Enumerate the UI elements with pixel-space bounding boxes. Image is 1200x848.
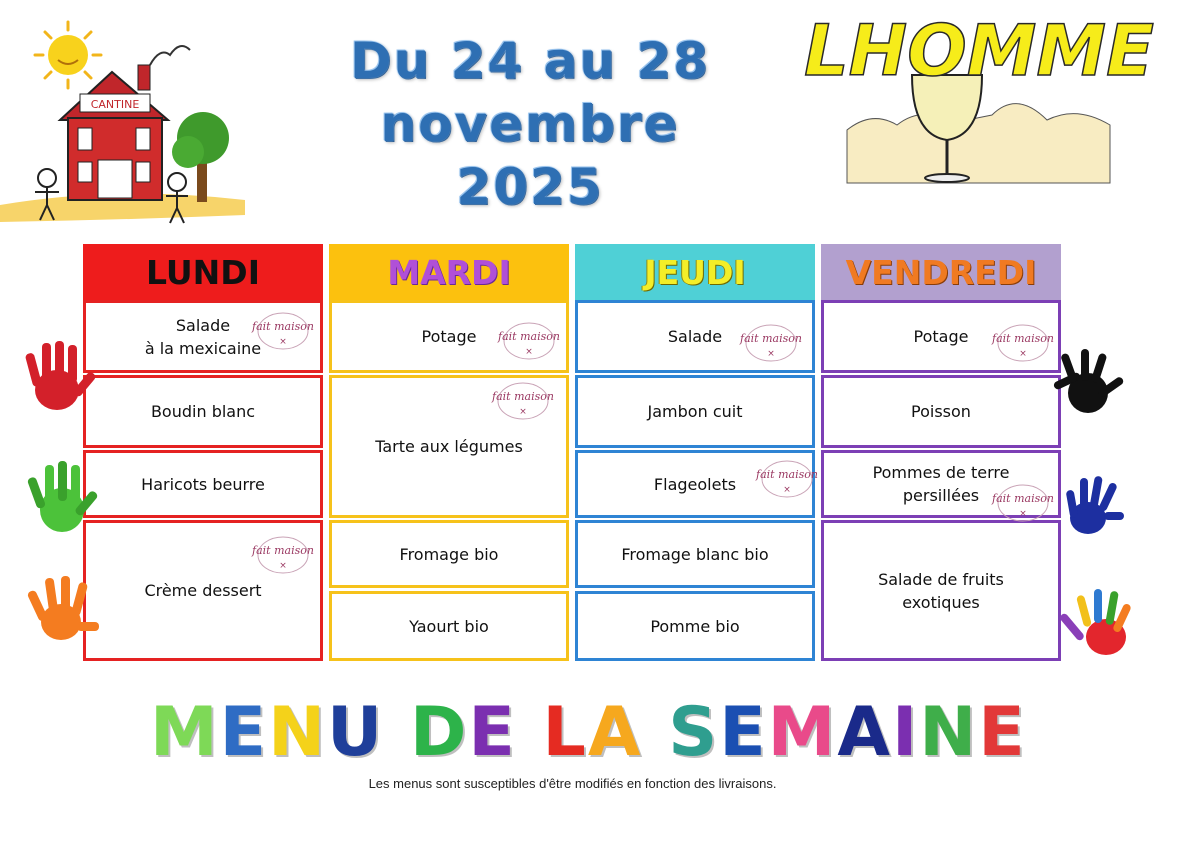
- menu-item-text: Potage: [421, 327, 477, 346]
- day-header-mardi: MARDI: [329, 244, 569, 300]
- title-line-1: Du 24 au 28: [350, 32, 710, 90]
- title-letter: M: [150, 693, 220, 772]
- badge-text: fait maison: [492, 390, 554, 403]
- svg-text:×: ×: [1019, 509, 1027, 519]
- title-line-2: novembre: [380, 95, 680, 153]
- badge-text: fait maison: [740, 332, 802, 345]
- badge-text: fait maison: [992, 492, 1054, 505]
- svg-text:×: ×: [519, 407, 527, 417]
- menu-item-text-line: Salade: [175, 315, 231, 335]
- menu-item-text: Potage: [913, 327, 969, 346]
- cantine-sign: CANTINE: [90, 98, 140, 111]
- menu-item-text: Haricots beurre: [141, 474, 265, 494]
- menu-item-jeudi-5: [575, 591, 815, 661]
- title-letter: U: [327, 693, 385, 772]
- day-header-lundi: LUNDI: [83, 244, 323, 300]
- sun-icon: [35, 22, 101, 88]
- menu-item-mardi-4: [329, 591, 569, 661]
- menu-item-vendredi-4: [821, 520, 1061, 661]
- title-letter: D: [409, 693, 469, 772]
- svg-text:×: ×: [783, 485, 791, 495]
- title-letter: E: [219, 693, 269, 772]
- title-letter: S: [668, 693, 720, 772]
- title-letter: A: [587, 693, 643, 772]
- fait-maison-badge-icon: [498, 318, 560, 364]
- title-letter: [384, 693, 410, 772]
- handprint-icon: [15, 335, 100, 420]
- menu-item-text: Salade de fruits exotiques: [878, 569, 1004, 612]
- title-letter: [517, 693, 543, 772]
- menu-item-lundi-3: [83, 450, 323, 518]
- cantine-logo: [0, 10, 250, 230]
- menu-item-mardi-3: [329, 520, 569, 588]
- menu-item-text-line: à la mexicaine: [144, 338, 262, 358]
- handprint-icon: [1062, 585, 1140, 665]
- menu-item-jeudi-2: [575, 375, 815, 448]
- fait-maison-badge-icon: [756, 456, 818, 502]
- title-letter: [643, 693, 669, 772]
- menu-de-la-semaine-title: [150, 693, 1027, 773]
- menu-item-text: Pommes de terre persillées: [872, 463, 1010, 505]
- svg-text:×: ×: [279, 337, 287, 347]
- handprint-icon: [25, 570, 105, 650]
- menu-item-text: Tarte aux légumes: [375, 437, 523, 456]
- svg-text:×: ×: [767, 349, 775, 359]
- handprint-icon: [1043, 345, 1128, 425]
- menu-item-text: Fromage bio: [399, 544, 499, 564]
- title-letter: E: [468, 693, 517, 772]
- title-letter: I: [891, 693, 920, 772]
- fait-maison-badge-icon: [992, 480, 1054, 526]
- title-letter: N: [919, 693, 979, 772]
- title-letter: A: [837, 693, 892, 772]
- disclaimer-text: Les menus sont susceptibles d'être modifiés en fonction des livraisons.: [368, 776, 777, 791]
- menu-item-text: Pomme bio: [650, 616, 740, 636]
- menu-item-text: Salade: [667, 327, 723, 346]
- menu-item-text: Flageolets: [653, 474, 737, 494]
- svg-text:×: ×: [525, 347, 533, 357]
- handprint-icon: [20, 455, 100, 540]
- handprint-icon: [1058, 472, 1128, 542]
- title-letter: E: [719, 693, 768, 772]
- menu-item-text: Fromage blanc bio: [621, 544, 769, 564]
- title-letter: M: [767, 693, 838, 772]
- day-header-vendredi: VENDREDI: [821, 244, 1061, 300]
- menu-item-text: Jambon cuit: [647, 402, 743, 421]
- lhomme-logo: [804, 10, 1154, 190]
- badge-text: fait maison: [992, 332, 1054, 345]
- fait-maison-badge-icon: [740, 320, 802, 366]
- date-title: [330, 30, 730, 219]
- badge-text: fait maison: [498, 330, 560, 343]
- svg-text:×: ×: [279, 561, 287, 571]
- fait-maison-badge-icon: [492, 378, 554, 424]
- menu-item-lundi-2: [83, 375, 323, 448]
- badge-text: fait maison: [252, 320, 314, 333]
- fait-maison-badge-icon: [252, 532, 314, 578]
- menu-item-text: Yaourt bio: [409, 616, 489, 636]
- title-letter: L: [542, 693, 588, 772]
- svg-text:×: ×: [1019, 349, 1027, 359]
- badge-text: fait maison: [252, 544, 314, 557]
- day-header-jeudi: JEUDI: [575, 244, 815, 300]
- badge-text: fait maison: [756, 468, 818, 481]
- title-letter: N: [268, 693, 328, 772]
- menu-item-text: Poisson: [911, 402, 971, 421]
- menu-item-text: Crème dessert: [144, 581, 262, 600]
- school-house-icon: [60, 65, 168, 200]
- town-name: LHOMME: [804, 10, 1154, 92]
- fait-maison-badge-icon: [252, 308, 314, 354]
- menu-item-text: Boudin blanc: [150, 402, 256, 421]
- title-letter: E: [978, 693, 1027, 772]
- title-line-3: 2025: [456, 158, 604, 216]
- menu-item-vendredi-2: [821, 375, 1061, 448]
- menu-item-jeudi-4: [575, 520, 815, 588]
